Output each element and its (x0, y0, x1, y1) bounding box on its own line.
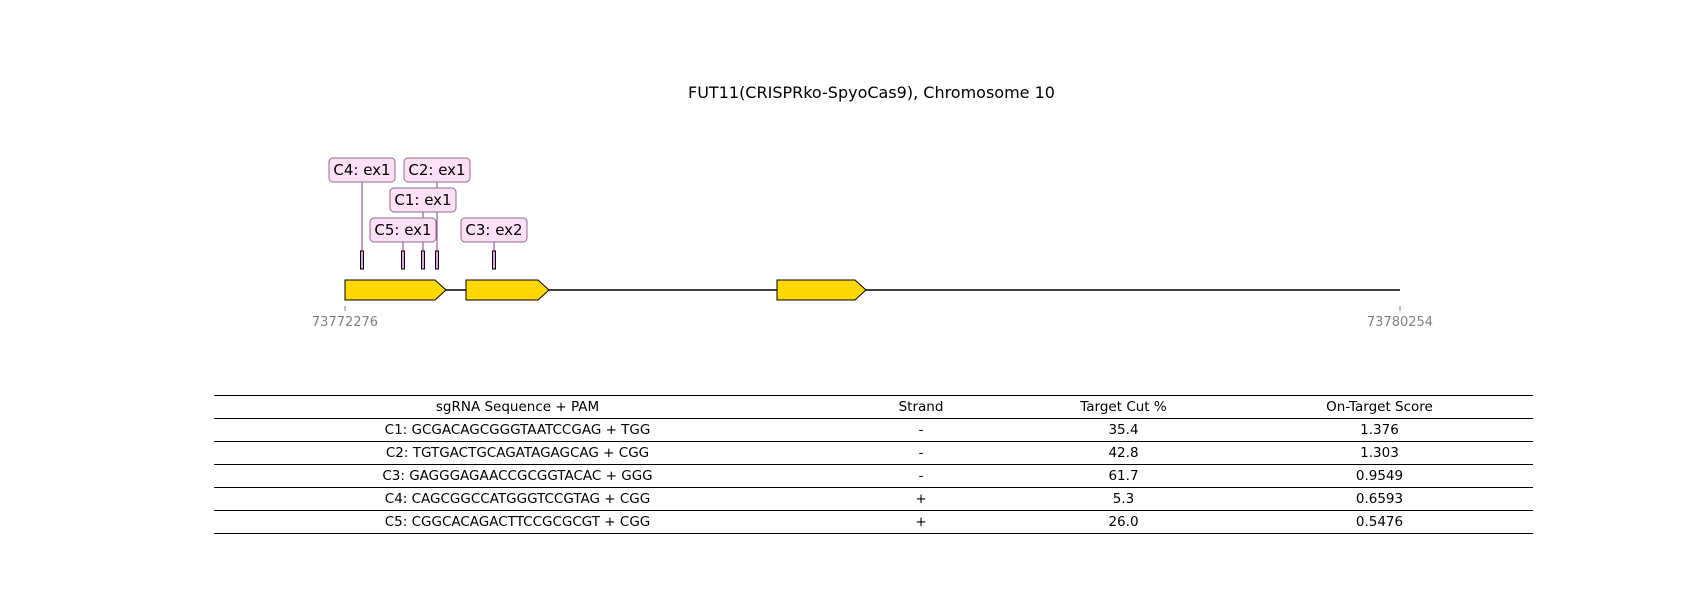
header-strand: Strand (821, 396, 1021, 419)
exon-1 (345, 280, 446, 300)
guide-table (214, 395, 1533, 534)
cell-sequence: C4: CAGCGGCCATGGGTCCGTAG + CGG (214, 488, 821, 511)
exon-2 (466, 280, 549, 300)
cell-target-cut: 61.7 (1021, 465, 1226, 488)
guide-label-C3 (461, 218, 527, 242)
guide-label-text-C4: C4: ex1 (333, 161, 391, 179)
guide-label-C4 (329, 158, 395, 182)
guide-marker-C2 (436, 251, 439, 269)
cell-sequence: C2: TGTGACTGCAGATAGAGCAG + CGG (214, 442, 821, 465)
table-row (214, 511, 1533, 534)
cell-sequence: C3: GAGGGAGAACCGCGGTACAC + GGG (214, 465, 821, 488)
guide-label-text-C1: C1: ex1 (394, 191, 452, 209)
table-row (214, 465, 1533, 488)
guide-marker-C1 (422, 251, 425, 269)
cell-score: 0.9549 (1226, 465, 1533, 488)
cell-score: 1.376 (1226, 419, 1533, 442)
cell-strand: + (821, 488, 1021, 511)
guide-label-C2 (404, 158, 470, 182)
cell-target-cut: 26.0 (1021, 511, 1226, 534)
cell-score: 1.303 (1226, 442, 1533, 465)
start-coord-label: 73772276 (311, 315, 379, 330)
cell-sequence: C1: GCGACAGCGGGTAATCCGAG + TGG (214, 419, 821, 442)
exon-3 (777, 280, 866, 300)
table-row (214, 488, 1533, 511)
cell-strand: - (821, 442, 1021, 465)
cell-strand: - (821, 465, 1021, 488)
guide-label-text-C3: C3: ex2 (465, 221, 523, 239)
guide-label-text-C5: C5: ex1 (374, 221, 432, 239)
cell-score: 0.5476 (1226, 511, 1533, 534)
guide-label-C5 (370, 218, 436, 242)
cell-strand: - (821, 419, 1021, 442)
header-sequence: sgRNA Sequence + PAM (214, 396, 821, 419)
guide-marker-C4 (361, 251, 364, 269)
guide-label-text-C2: C2: ex1 (408, 161, 466, 179)
cell-strand: + (821, 511, 1021, 534)
figure-title: FUT11(CRISPRko-SpyoCas9), Chromosome 10 (688, 83, 1055, 102)
cell-target-cut: 5.3 (1021, 488, 1226, 511)
cell-score: 0.6593 (1226, 488, 1533, 511)
end-coord-label: 73780254 (1366, 315, 1434, 330)
guide-label-C1 (390, 188, 456, 212)
header-on-target-score: On-Target Score (1226, 396, 1533, 419)
guide-marker-C5 (402, 251, 405, 269)
table-row (214, 419, 1533, 442)
cell-target-cut: 35.4 (1021, 419, 1226, 442)
table-header-row (214, 396, 1533, 419)
cell-sequence: C5: CGGCACAGACTTCCGCGCGT + CGG (214, 511, 821, 534)
guide-marker-C3 (493, 251, 496, 269)
header-target-cut: Target Cut % (1021, 396, 1226, 419)
cell-target-cut: 42.8 (1021, 442, 1226, 465)
table-row (214, 442, 1533, 465)
